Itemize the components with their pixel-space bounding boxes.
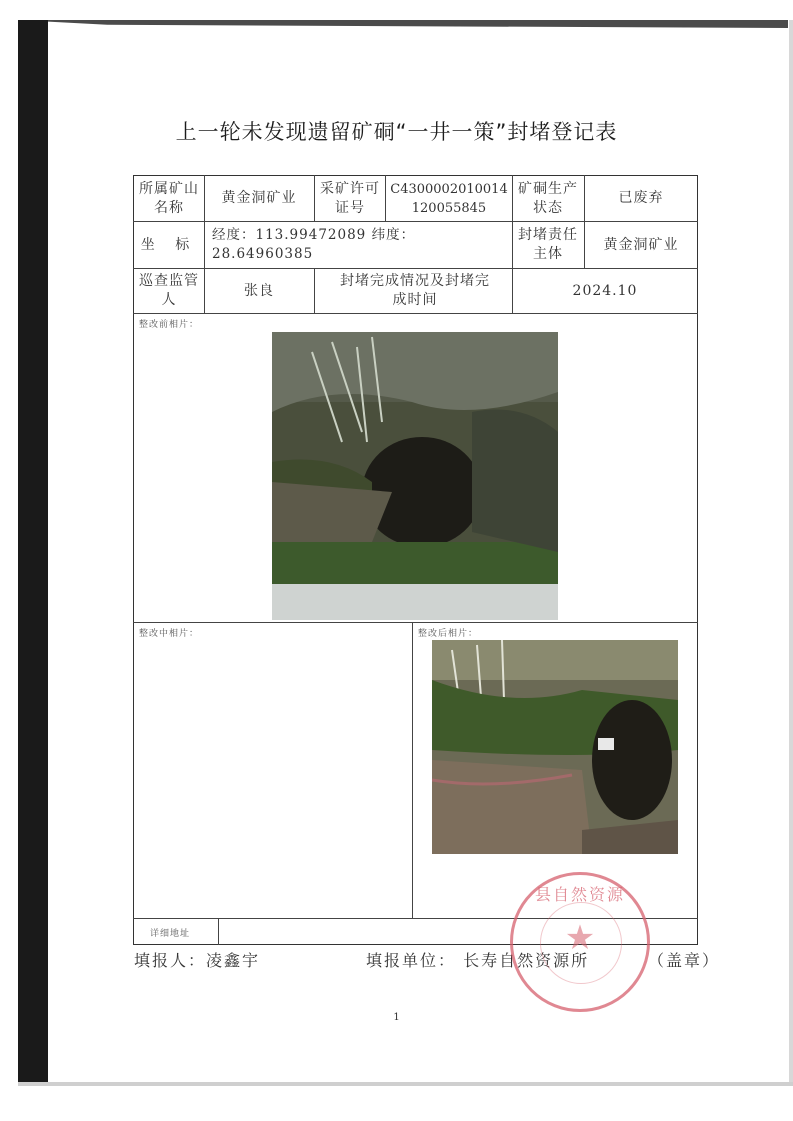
mine-name-label: 所属矿山名称 xyxy=(139,180,199,216)
filler-field: 填报人：凌鑫宇 xyxy=(134,951,261,970)
scan-border-left xyxy=(18,20,48,1086)
supervisor-label: 巡查监管人 xyxy=(139,273,199,308)
during-photo-label: 整改中相片： xyxy=(139,629,200,639)
coords-label: 坐 标 xyxy=(140,236,198,253)
license-value: C4300002010014120055845 xyxy=(390,181,508,216)
before-photo xyxy=(272,332,558,620)
seal-note: （盖章） xyxy=(648,951,721,970)
seal-star-icon: ★ xyxy=(564,918,596,958)
license-label: 采矿许可证号 xyxy=(320,180,380,216)
coords-value: 经度：113.99472089 纬度：28.64960385 xyxy=(212,227,416,262)
address-label: 详细地址 xyxy=(150,929,191,939)
scan-border-top xyxy=(48,20,788,28)
mine-name-value: 黄金洞矿业 xyxy=(221,190,297,206)
seal-text: 县自然资源 xyxy=(534,885,625,904)
completion-value: 2024.10 xyxy=(572,282,638,299)
after-photo xyxy=(432,640,678,854)
status-value: 已废弃 xyxy=(618,190,664,206)
before-photo-label: 整改前相片： xyxy=(139,320,200,330)
supervisor-value: 张良 xyxy=(244,282,274,299)
responsible-label: 封堵责任主体 xyxy=(518,227,578,262)
scan-border-bottom xyxy=(18,1082,793,1086)
page-number: 1 xyxy=(393,1012,400,1023)
after-photo-label: 整改后相片： xyxy=(418,629,479,639)
filling-unit-field: 填报单位： 长寿自然资源所 xyxy=(366,951,590,970)
completion-label: 封堵完成情况及封堵完成时间 xyxy=(340,273,490,308)
status-label: 矿硐生产状态 xyxy=(518,180,578,216)
scan-border-right xyxy=(789,20,793,1086)
responsible-value: 黄金洞矿业 xyxy=(603,236,679,253)
document-title: 上一轮未发现遗留矿硐“一井一策”封堵登记表 xyxy=(175,120,618,144)
